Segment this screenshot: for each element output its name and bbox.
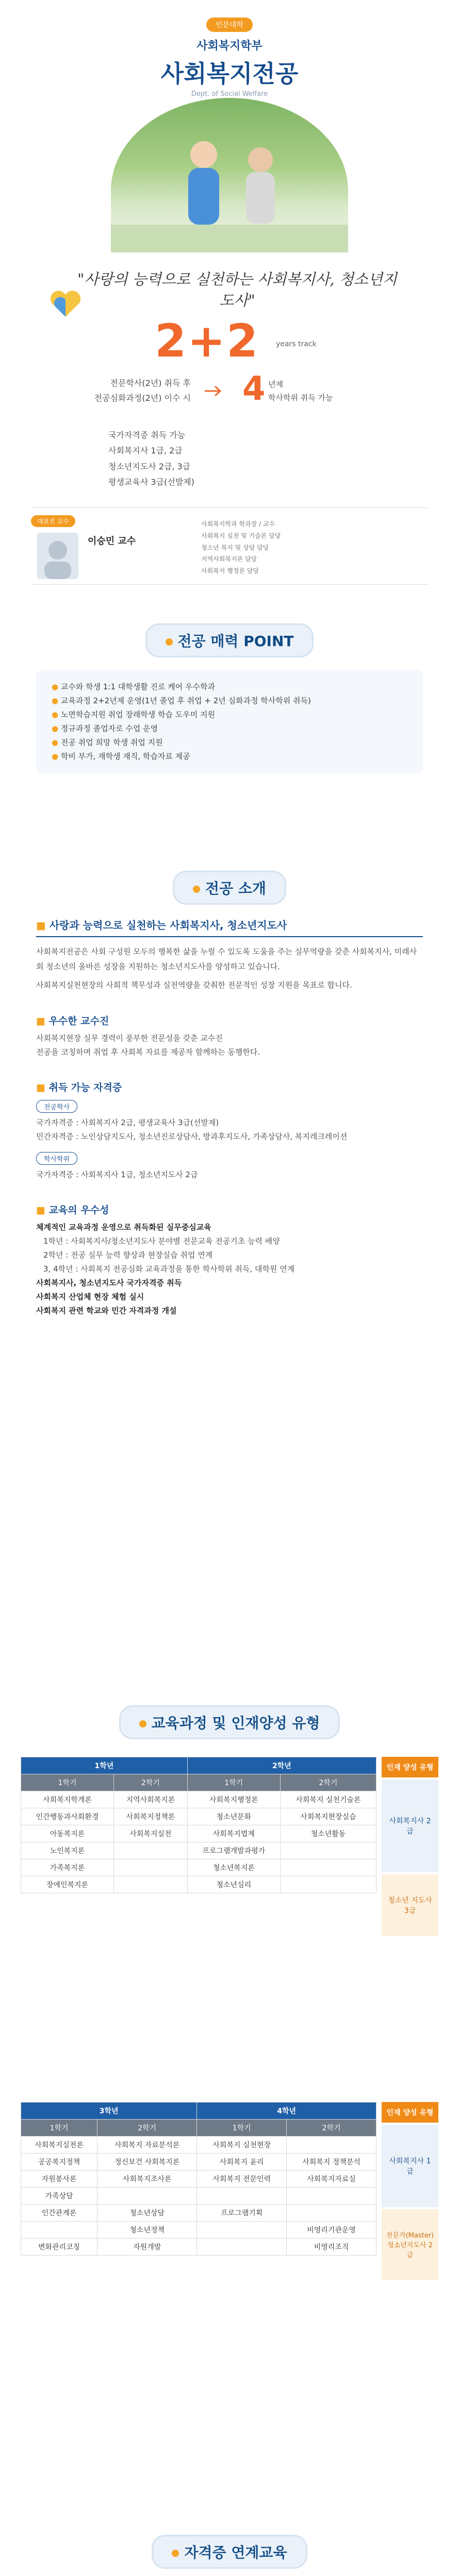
year-2-header: 2학년 xyxy=(187,1757,376,1774)
course-cell xyxy=(21,2222,97,2239)
point-item: ● 전공 취업 희망 학생 취업 지원 xyxy=(52,738,163,747)
course-cell: 청소년복지론 xyxy=(187,1859,280,1876)
sem-header: 1학기 xyxy=(187,1774,280,1791)
course-cell: 청소년상담 xyxy=(97,2205,197,2222)
license-heading: 국가자격증 취득 가능 xyxy=(108,430,186,440)
course-cell xyxy=(114,1859,188,1876)
point-section xyxy=(0,623,459,819)
intro-heading: ■ 사랑과 능력으로 실천하는 사회복지사, 청소년지도사 xyxy=(36,917,423,937)
course-cell: 아동복지론 xyxy=(21,1825,114,1842)
section-title-intro xyxy=(173,871,286,905)
caregiver-illustration xyxy=(111,98,348,252)
professor-line: 사회복지 실천 및 기술론 담당 xyxy=(201,532,281,539)
course-cell: 사회복지 자료분석론 xyxy=(97,2137,197,2154)
section-title-curriculum xyxy=(119,1705,340,1739)
course-cell: 사회복지조사론 xyxy=(97,2171,197,2188)
point-item: ● 학비 부가, 재학생 재직, 학습자료 제공 xyxy=(52,752,190,761)
career-section xyxy=(0,2535,459,2576)
course-cell: 가족상담 xyxy=(21,2188,97,2205)
professor-line: 사회복지 행정론 담당 xyxy=(201,567,259,575)
section-title-point xyxy=(145,623,314,657)
sem-header: 2학기 xyxy=(97,2120,197,2137)
sem-header: 1학기 xyxy=(21,1774,114,1791)
edu-item: 사회복지 산업체 현장 체험 실시 xyxy=(36,1292,144,1301)
course-cell: 프로그램기획 xyxy=(197,2205,287,2222)
license-sub-tag: 학사학위 xyxy=(36,1152,77,1165)
course-cell: 청소년활동 xyxy=(280,1825,376,1842)
edu-item: 3, 4학년 : 사회복지 전공심화 교육과정을 통한 학사학위 취득, 대학원 연계 xyxy=(43,1264,295,1274)
license-item: 국가자격증 : 사회복지사 1급, 청소년지도사 2급 xyxy=(36,1170,198,1179)
course-cell: 자원봉사론 xyxy=(21,2171,97,2188)
course-cell xyxy=(97,2188,197,2205)
license-section-heading: ■ 취득 가능 자격증 xyxy=(36,1081,122,1093)
course-cell xyxy=(197,2222,287,2239)
bullet-dot-icon xyxy=(172,2550,179,2557)
course-cell: 사회복지법제 xyxy=(187,1825,280,1842)
course-cell: 사회복지 실천현장 xyxy=(197,2137,287,2154)
course-cell xyxy=(287,2137,376,2154)
curriculum-y12 xyxy=(21,1757,438,1936)
type-label: 청소년 지도사 3급 xyxy=(382,1874,438,1936)
course-cell: 사회복지실천론 xyxy=(21,2137,97,2154)
course-cell: 사회복지 정책분석 xyxy=(287,2154,376,2171)
year-1-header: 1학년 xyxy=(21,1757,188,1774)
curriculum-section xyxy=(0,1705,459,2494)
course-cell: 사회복지현장실습 xyxy=(280,1808,376,1825)
type-label: 전문가(Master) 청소년지도사 2급 xyxy=(382,2209,438,2280)
course-cell xyxy=(197,2239,287,2256)
course-cell xyxy=(287,2205,376,2222)
license-sub-tag: 전공학사 xyxy=(36,1100,77,1113)
course-cell: 인간행동과사회환경 xyxy=(21,1808,114,1825)
course-cell: 사회복지 실천기술론 xyxy=(280,1791,376,1808)
course-cell xyxy=(280,1876,376,1893)
arrow-right-icon xyxy=(204,383,224,399)
edu-item: 체계적인 교육과정 운영으로 취득화된 실무중심교육 xyxy=(36,1222,211,1232)
track-detail xyxy=(0,371,459,500)
course-cell: 정신보건 사회복지론 xyxy=(97,2154,197,2171)
course-cell: 노인복지론 xyxy=(21,1842,114,1859)
edu-item: 2학년 : 전공 실무 능력 향상과 현장실습 취업 연계 xyxy=(43,1250,213,1260)
bullet-dot-icon xyxy=(139,1720,146,1727)
avatar xyxy=(37,533,78,579)
curriculum-table-1 xyxy=(21,1757,376,1893)
edu-heading: ■ 교육의 우수성 xyxy=(36,1204,109,1216)
bullet-dot-icon xyxy=(166,638,173,646)
intro-paragraph: 사회복지전공은 사회 구성원 모두의 행복한 삶을 누릴 수 있도록 도움을 주는 실무역량을 갖춘 사회복지사, 미래사회 청소년의 올바른 성장을 지원하는 청소년지도사를 양성하고 있습니다. xyxy=(36,947,417,971)
faculty-item: 사회복지현장 실무 경력이 풍부한 전문성을 갖춘 교수진 xyxy=(36,1033,223,1043)
slogan: "사랑의 능력으로 실천하는 사회복지사, 청소년지도사" xyxy=(77,270,397,309)
course-cell: 인간관계론 xyxy=(21,2205,97,2222)
edu-item: 1학년 : 사회복지사/청소년지도사 분야별 전문교육 전공기초 능력 배양 xyxy=(43,1236,280,1246)
track-line-1: 전문학사(2년) 취득 후 xyxy=(110,378,191,388)
edu-item: 사회복지사, 청소년지도사 국가자격증 취득 xyxy=(36,1278,182,1287)
professor-line: 사회복지학과 학과장 / 교수 xyxy=(201,520,275,528)
license-1: 사회복지사 1급, 2급 xyxy=(108,446,183,456)
course-cell xyxy=(114,1842,188,1859)
course-cell: 사회복지행정론 xyxy=(187,1791,280,1808)
course-cell: 지역사회복지론 xyxy=(114,1791,188,1808)
years-track: years track xyxy=(276,340,317,348)
edu-item: 사회복지 관련 학교와 민간 자격과정 개설 xyxy=(36,1306,177,1315)
curriculum-table-2 xyxy=(21,2102,376,2256)
professor-tag: 대표전 교수 xyxy=(31,515,75,527)
hero-photo xyxy=(111,98,348,252)
course-cell: 자원개발 xyxy=(97,2239,197,2256)
course-cell: 장애인복지론 xyxy=(21,1876,114,1893)
type-header: 인재 양성 유형 xyxy=(382,1757,438,1777)
four-years-label: 년제 xyxy=(268,380,283,389)
year-3-header: 3학년 xyxy=(21,2103,197,2120)
license-3: 평생교육사 3급(선발제) xyxy=(108,477,194,487)
course-cell xyxy=(280,1859,376,1876)
professor-name: 이승민 교수 xyxy=(88,536,136,547)
point-item: ● 정규과정 졸업자로 수업 운영 xyxy=(52,724,158,733)
point-title-text: 전공 매력 POINT xyxy=(177,633,294,650)
license-item: 민간자격증 : 노인상담지도사, 청소년진로상담사, 방과후지도사, 가족상담사, 복지레크레이션 xyxy=(36,1131,348,1141)
year-4-header: 4학년 xyxy=(197,2103,376,2120)
type-header: 인재 양성 유형 xyxy=(382,2102,438,2123)
hero-english: Dept. of Social Welfare xyxy=(191,90,268,98)
course-cell xyxy=(280,1842,376,1859)
point-item: ● 노면학습지원 취업 장래학생 학습 도우미 지원 xyxy=(52,710,216,719)
course-cell: 비영리기관운영 xyxy=(287,2222,376,2239)
license-item: 국가자격증 : 사회복지사 2급, 평생교육사 3급(선발제) xyxy=(36,1117,219,1127)
intro-title-text: 전공 소개 xyxy=(205,880,266,897)
hero-subtitle: 사회복지학부 xyxy=(196,40,263,53)
track-line-2: 전공심화과정(2년) 이수 시 xyxy=(94,393,191,403)
course-cell: 가족복지론 xyxy=(21,1859,114,1876)
big-track: 2+2 xyxy=(155,314,259,367)
professor-card xyxy=(31,507,428,585)
course-cell: 비영리조직 xyxy=(287,2239,376,2256)
college-tag: 인문대학 xyxy=(206,18,253,32)
course-cell: 공공복지정책 xyxy=(21,2154,97,2171)
bullet-dot-icon xyxy=(193,886,200,893)
course-cell: 청소년문화 xyxy=(187,1808,280,1825)
professor-line: 청소년 복지 및 상담 담당 xyxy=(201,544,269,551)
sem-header: 2학기 xyxy=(114,1774,188,1791)
four-years-degree: 학사학위 취득 가능 xyxy=(268,393,333,402)
four-years: 4 xyxy=(242,370,266,408)
course-cell: 사회복지 윤리 xyxy=(197,2154,287,2171)
career-title-text: 자격증 연계교육 xyxy=(184,2544,287,2561)
course-cell: 사회복지학개론 xyxy=(21,1791,114,1808)
course-cell: 청소년심리 xyxy=(187,1876,280,1893)
hero xyxy=(0,0,459,371)
course-cell xyxy=(114,1876,188,1893)
course-cell: 청소년정책 xyxy=(97,2222,197,2239)
course-cell: 사회복지실천 xyxy=(114,1825,188,1842)
type-label: 사회복지사 1급 xyxy=(382,2125,438,2207)
faculty-item: 전공을 코칭하며 취업 후 사회복 자료를 제공자 함께하는 동행한다. xyxy=(36,1047,260,1057)
page-title: 사회복지전공 xyxy=(160,60,299,88)
type-label: 사회복지사 2급 xyxy=(382,1780,438,1872)
point-list xyxy=(36,670,423,774)
course-cell: 사회복지자료실 xyxy=(287,2171,376,2188)
intro-section xyxy=(0,871,459,1669)
sem-header: 1학기 xyxy=(21,2120,97,2137)
section-title-career xyxy=(152,2535,307,2569)
course-cell: 사회복지 전문인력 xyxy=(197,2171,287,2188)
course-cell xyxy=(287,2188,376,2205)
sem-header: 2학기 xyxy=(280,1774,376,1791)
sem-header: 2학기 xyxy=(287,2120,376,2137)
course-cell: 프로그램개발과평가 xyxy=(187,1842,280,1859)
intro-paragraph: 사회복지실천현장의 사회적 책무성과 실천역량을 갖춰한 전문적인 성장 지원을 목표로 합니다. xyxy=(36,980,352,990)
faculty-heading: ■ 우수한 교수진 xyxy=(36,1015,109,1027)
curriculum-title-text: 교육과정 및 인재양성 유형 xyxy=(151,1715,320,1732)
professor-line: 지역사회복지론 담당 xyxy=(201,555,257,563)
course-cell: 변화관리코칭 xyxy=(21,2239,97,2256)
course-cell: 사회복지정책론 xyxy=(114,1808,188,1825)
point-item: ● 교육과정 2+2년제 운영(1년 졸업 후 취업 + 2년 심화과정 학사학위 취득) xyxy=(52,696,311,705)
course-cell xyxy=(197,2188,287,2205)
type-column-1 xyxy=(382,1757,438,1936)
license-2: 청소년지도사 2급, 3급 xyxy=(108,461,191,471)
curriculum-y34 xyxy=(21,2102,438,2280)
heart-hands-icon xyxy=(47,289,84,319)
type-column-2 xyxy=(382,2102,438,2280)
sem-header: 1학기 xyxy=(197,2120,287,2137)
point-item: ● 교수와 학생 1:1 대학생활 진로 케어 우수학과 xyxy=(52,682,215,691)
